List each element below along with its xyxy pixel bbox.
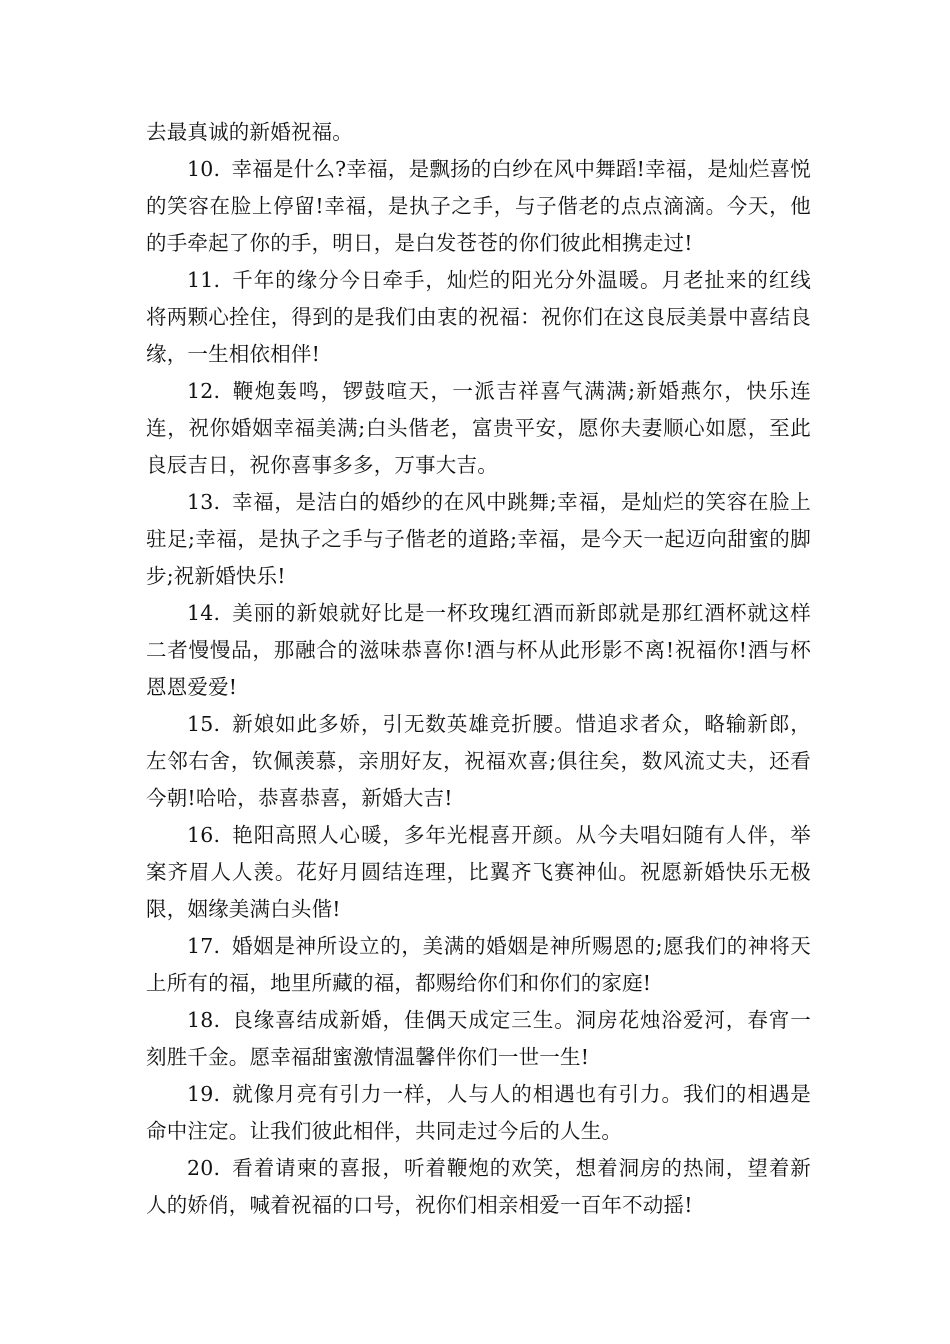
item-number: 18.	[187, 1008, 221, 1032]
list-item	[146, 373, 811, 484]
item-text: 婚姻是神所设立的，美满的婚姻是神所赐恩的;愿我们的神将天上所有的福，地里所藏的福，都赐给你们和你们的家庭!	[146, 934, 811, 995]
item-text: 良缘喜结成新婚，佳偶天成定三生。洞房花烛浴爱河，春宵一刻胜千金。愿幸福甜蜜激情温馨伴你们一世一生!	[146, 1008, 811, 1069]
list-item	[146, 151, 811, 262]
list-item	[146, 595, 811, 706]
item-number: 15.	[187, 712, 221, 736]
lead-paragraph: 去最真诚的新婚祝福。	[146, 120, 353, 144]
list-item	[146, 1150, 811, 1224]
list-item	[146, 484, 811, 595]
item-text: 鞭炮轰鸣，锣鼓喧天，一派吉祥喜气满满;新婚燕尔，快乐连连，祝你婚姻幸福美满;白头偕老，富贵平安，愿你夫妻顺心如愿，至此良辰吉日，祝你喜事多多，万事大吉。	[146, 379, 811, 477]
item-text: 看着请柬的喜报，听着鞭炮的欢笑，想着洞房的热闹，望着新人的娇俏，喊着祝福的口号，祝你们相亲相爱一百年不动摇!	[146, 1156, 811, 1217]
item-number: 12.	[187, 379, 221, 403]
item-text: 美丽的新娘就好比是一杯玫瑰红酒而新郎就是那红酒杯就这样二者慢慢品，那融合的滋味恭喜你!酒与杯从此形影不离!祝福你!酒与杯恩恩爱爱!	[146, 601, 811, 699]
item-number: 16.	[187, 823, 221, 847]
item-number: 13.	[187, 490, 221, 514]
document-body	[146, 114, 811, 1224]
item-text: 就像月亮有引力一样，人与人的相遇也有引力。我们的相遇是命中注定。让我们彼此相伴，共同走过今后的人生。	[146, 1082, 811, 1143]
item-text: 幸福，是洁白的婚纱的在风中跳舞;幸福，是灿烂的笑容在脸上驻足;幸福，是执子之手与子偕老的道路;幸福，是今天一起迈向甜蜜的脚步;祝新婚快乐!	[146, 490, 811, 588]
list-item	[146, 706, 811, 817]
item-number: 17.	[187, 934, 221, 958]
item-text: 新娘如此多娇，引无数英雄竞折腰。惜追求者众，略输新郎，左邻右舍，钦佩羡慕，亲朋好友，祝福欢喜;俱往矣，数风流丈夫，还看今朝!哈哈，恭喜恭喜，新婚大吉!	[146, 712, 811, 810]
item-text: 艳阳高照人心暖，多年光棍喜开颜。从今夫唱妇随有人伴，举案齐眉人人羡。花好月圆结连理，比翼齐飞赛神仙。祝愿新婚快乐无极限，姻缘美满白头偕!	[146, 823, 811, 921]
list-item	[146, 817, 811, 928]
list-item	[146, 1002, 811, 1076]
item-number: 14.	[187, 601, 221, 625]
list-item	[146, 262, 811, 373]
item-number: 10.	[187, 157, 221, 181]
list-item	[146, 1076, 811, 1150]
item-text: 千年的缘分今日牵手，灿烂的阳光分外温暖。月老扯来的红线将两颗心拴住，得到的是我们由衷的祝福：祝你们在这良辰美景中喜结良缘，一生相依相伴!	[146, 268, 811, 366]
item-text: 幸福是什么?幸福，是飘扬的白纱在风中舞蹈!幸福，是灿烂喜悦的笑容在脸上停留!幸福，是执子之手，与子偕老的点点滴滴。今天，他的手牵起了你的手，明日，是白发苍苍的你们彼此相携走过!	[146, 157, 811, 255]
list-item	[146, 928, 811, 1002]
item-number: 20.	[187, 1156, 221, 1180]
item-number: 11.	[187, 268, 221, 292]
item-number: 19.	[187, 1082, 221, 1106]
